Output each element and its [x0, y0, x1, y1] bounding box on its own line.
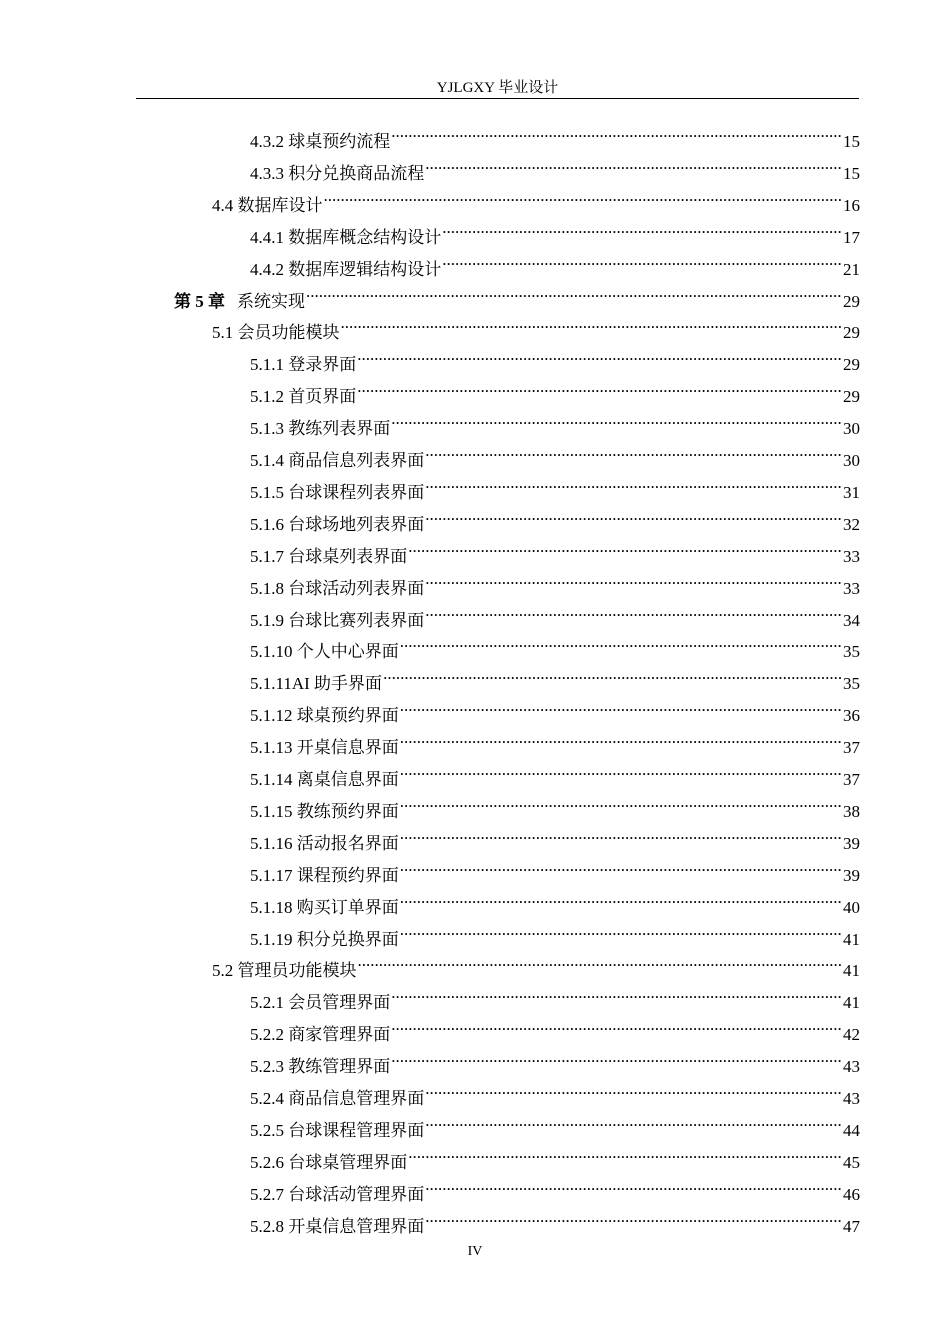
- toc-entry[interactable]: [250, 1008, 860, 1045]
- toc-entry[interactable]: [250, 721, 860, 758]
- toc-dot-leader: [425, 594, 842, 626]
- toc-dot-leader: [408, 1136, 842, 1168]
- toc-entry[interactable]: [250, 785, 860, 821]
- toc-dot-leader: [425, 1168, 842, 1200]
- toc-entry-title: 5.1.10 个人中心界面: [250, 642, 399, 662]
- toc-page-number: 43: [843, 1089, 860, 1108]
- toc-entry[interactable]: [250, 147, 860, 183]
- toc-page-number: 32: [843, 514, 860, 534]
- toc-dot-leader: [357, 338, 842, 370]
- toc-page-number: 15: [843, 132, 860, 151]
- toc-dot-leader: [425, 466, 842, 498]
- toc-entry-title: 5.2.5 台球课程管理界面: [250, 1120, 425, 1140]
- toc-page-number: 29: [843, 355, 860, 375]
- toc-entry-title: 5.1.12 球桌预约界面: [250, 706, 399, 726]
- toc-page-number: 35: [843, 642, 860, 662]
- toc-dot-leader: [306, 275, 842, 307]
- toc-entry[interactable]: [250, 817, 860, 853]
- toc-page-number: 17: [843, 227, 860, 247]
- toc-dot-leader: [391, 1040, 842, 1072]
- toc-entry[interactable]: [250, 562, 860, 598]
- toc-page-number: 42: [843, 1025, 860, 1045]
- toc-entry-title: 5.1.13 开桌信息界面: [250, 738, 399, 758]
- toc-dot-leader: [408, 530, 842, 562]
- toc-page-number: 37: [843, 738, 860, 758]
- toc-entry-title: 5.1 会员功能模块: [212, 323, 340, 343]
- toc-page-number: 29: [843, 387, 860, 407]
- toc-entry-title: 5.1.6 台球场地列表界面: [250, 514, 425, 534]
- toc-entry-title: 5.1.8 台球活动列表界面: [250, 578, 425, 598]
- toc-entry-title: 5.1.4 商品信息列表界面: [250, 451, 425, 470]
- toc-entry-title: 5.2.3 教练管理界面: [250, 1057, 391, 1077]
- toc-dot-leader: [341, 306, 843, 338]
- toc-dot-leader: [425, 498, 842, 530]
- toc-page-number: 33: [843, 546, 860, 566]
- toc-page-number: 46: [843, 1184, 860, 1204]
- toc-entry[interactable]: [250, 657, 860, 694]
- toc-page-number: 34: [843, 610, 860, 630]
- toc-page-number: 39: [843, 865, 860, 885]
- toc-page-number: 30: [843, 451, 860, 470]
- toc-entry-title: 5.2.1 会员管理界面: [250, 993, 391, 1013]
- toc-dot-leader: [383, 657, 842, 689]
- toc-entry[interactable]: [250, 243, 860, 279]
- toc-entry[interactable]: [250, 849, 860, 885]
- toc-page-number: 38: [843, 801, 860, 821]
- toc-entry[interactable]: [174, 275, 860, 311]
- toc-dot-leader: [400, 625, 842, 657]
- toc-page-number: 36: [843, 706, 860, 726]
- toc-entry-title: 5.1.7 台球桌列表界面: [250, 546, 408, 566]
- toc-page-number: 41: [843, 961, 860, 981]
- toc-page-number: 43: [843, 1057, 860, 1077]
- toc-entry[interactable]: [250, 338, 860, 375]
- toc-page-number: 37: [843, 770, 860, 789]
- toc-entry-title: 4.4 数据库设计: [212, 195, 323, 215]
- toc-page-number: 47: [843, 1216, 860, 1236]
- toc-page-number: 45: [843, 1152, 860, 1172]
- toc-entry[interactable]: [212, 944, 860, 981]
- toc-dot-leader: [357, 370, 842, 402]
- toc-page-number: 35: [843, 674, 860, 694]
- toc-entry[interactable]: [250, 625, 860, 662]
- toc-entry[interactable]: [212, 179, 860, 215]
- toc-dot-leader: [391, 976, 842, 1008]
- toc-entry[interactable]: [250, 881, 860, 917]
- toc-dot-leader: [400, 849, 842, 881]
- toc-entry[interactable]: [250, 1168, 860, 1204]
- toc-dot-leader: [425, 1200, 842, 1232]
- toc-page-number: 33: [843, 578, 860, 598]
- toc-entry[interactable]: [250, 753, 860, 789]
- toc-dot-leader: [400, 913, 842, 945]
- page-number: IV: [467, 1244, 483, 1259]
- toc-entry[interactable]: [250, 434, 860, 470]
- toc-entry-title: 5.2.4 商品信息管理界面: [250, 1089, 425, 1108]
- toc-page-number: 30: [843, 419, 860, 439]
- toc-entry-title: 5.1.14 离桌信息界面: [250, 770, 399, 789]
- toc-dot-leader: [400, 817, 842, 849]
- toc-entry[interactable]: [250, 1136, 860, 1172]
- toc-dot-leader: [400, 753, 842, 785]
- toc-dot-leader: [425, 1104, 842, 1136]
- toc-entry-title: 5.1.17 课程预约界面: [250, 865, 399, 885]
- toc-entry-title: 5.2.2 商家管理界面: [250, 1025, 391, 1045]
- toc-dot-leader: [442, 211, 842, 243]
- toc-entry[interactable]: [212, 306, 860, 343]
- toc-entry-title: 5.1.3 教练列表界面: [250, 419, 391, 439]
- header-rule: [136, 98, 859, 99]
- toc-entry-title: 4.4.1 数据库概念结构设计: [250, 227, 442, 247]
- toc-dot-leader: [425, 562, 842, 594]
- toc-page-number: 39: [843, 833, 860, 853]
- toc-page-number: 41: [843, 993, 860, 1013]
- toc-entry-title: 4.3.2 球桌预约流程: [250, 132, 391, 151]
- toc-entry-title: 4.4.2 数据库逻辑结构设计: [250, 259, 442, 279]
- toc-entry[interactable]: [250, 370, 860, 407]
- toc-entry-title: 5.1.19 积分兑换界面: [250, 929, 399, 949]
- toc-entry-title: 5.1.2 首页界面: [250, 387, 357, 407]
- toc-dot-leader: [391, 1008, 842, 1040]
- toc-page-number: 40: [843, 897, 860, 917]
- toc-entry-title: 5.2.6 台球桌管理界面: [250, 1152, 408, 1172]
- toc-entry[interactable]: [250, 466, 860, 502]
- toc-page-number: 31: [843, 482, 860, 502]
- toc-entry-title: 5.2 管理员功能模块: [212, 961, 357, 981]
- page-header-title: YJLGXY 毕业设计: [436, 80, 559, 96]
- toc-entry[interactable]: [250, 689, 860, 726]
- toc-entry[interactable]: [250, 976, 860, 1013]
- toc-dot-leader: [425, 1072, 842, 1104]
- toc-entry-title: 5.1.5 台球课程列表界面: [250, 482, 425, 502]
- toc-entry-title: 5.1.16 活动报名界面: [250, 833, 399, 853]
- toc-entry-title: 系统实现: [237, 291, 305, 311]
- toc-entry[interactable]: [250, 1040, 860, 1077]
- toc-entry-title: 5.1.18 购买订单界面: [250, 897, 399, 917]
- toc-entry[interactable]: [250, 498, 860, 534]
- toc-dot-leader: [400, 881, 842, 913]
- toc-dot-leader: [358, 944, 843, 976]
- toc-entry-title: 5.2.7 台球活动管理界面: [250, 1184, 425, 1204]
- toc-dot-leader: [442, 243, 842, 275]
- toc-dot-leader: [400, 721, 842, 753]
- toc-dot-leader: [425, 147, 842, 179]
- toc-page-number: 16: [843, 195, 860, 215]
- toc-entry-title: 5.2.8 开桌信息管理界面: [250, 1216, 425, 1236]
- toc-entry-title: 5.1.11AI 助手界面: [250, 674, 383, 694]
- toc-entry[interactable]: [250, 1072, 860, 1108]
- toc-entry-title: 4.3.3 积分兑换商品流程: [250, 163, 425, 183]
- toc-page-number: 29: [843, 291, 860, 311]
- toc-entry-title: 5.1.1 登录界面: [250, 355, 357, 375]
- toc-entry-title: 5.1.9 台球比赛列表界面: [250, 610, 425, 630]
- toc-page-number: 21: [843, 259, 860, 279]
- toc-entry[interactable]: [250, 402, 860, 439]
- toc-dot-leader: [391, 115, 842, 147]
- toc-dot-leader: [400, 689, 842, 721]
- toc-entry[interactable]: [250, 211, 860, 247]
- toc-entry[interactable]: [250, 115, 860, 151]
- toc-dot-leader: [324, 179, 843, 211]
- toc-chapter-label: 第 5 章: [174, 291, 225, 311]
- toc-page-number: 41: [843, 929, 860, 949]
- toc-page-number: 29: [843, 323, 860, 343]
- toc-page-number: 15: [843, 163, 860, 183]
- toc-entry[interactable]: [250, 594, 860, 630]
- toc-dot-leader: [400, 785, 842, 817]
- toc-entry[interactable]: [250, 530, 860, 566]
- toc-entry-title: 5.1.15 教练预约界面: [250, 801, 399, 821]
- toc-dot-leader: [391, 402, 842, 434]
- toc-dot-leader: [425, 434, 842, 466]
- toc-entry[interactable]: [250, 1104, 860, 1140]
- toc-page-number: 44: [843, 1120, 860, 1140]
- toc-entry[interactable]: [250, 913, 860, 949]
- toc-entry[interactable]: [250, 1200, 860, 1236]
